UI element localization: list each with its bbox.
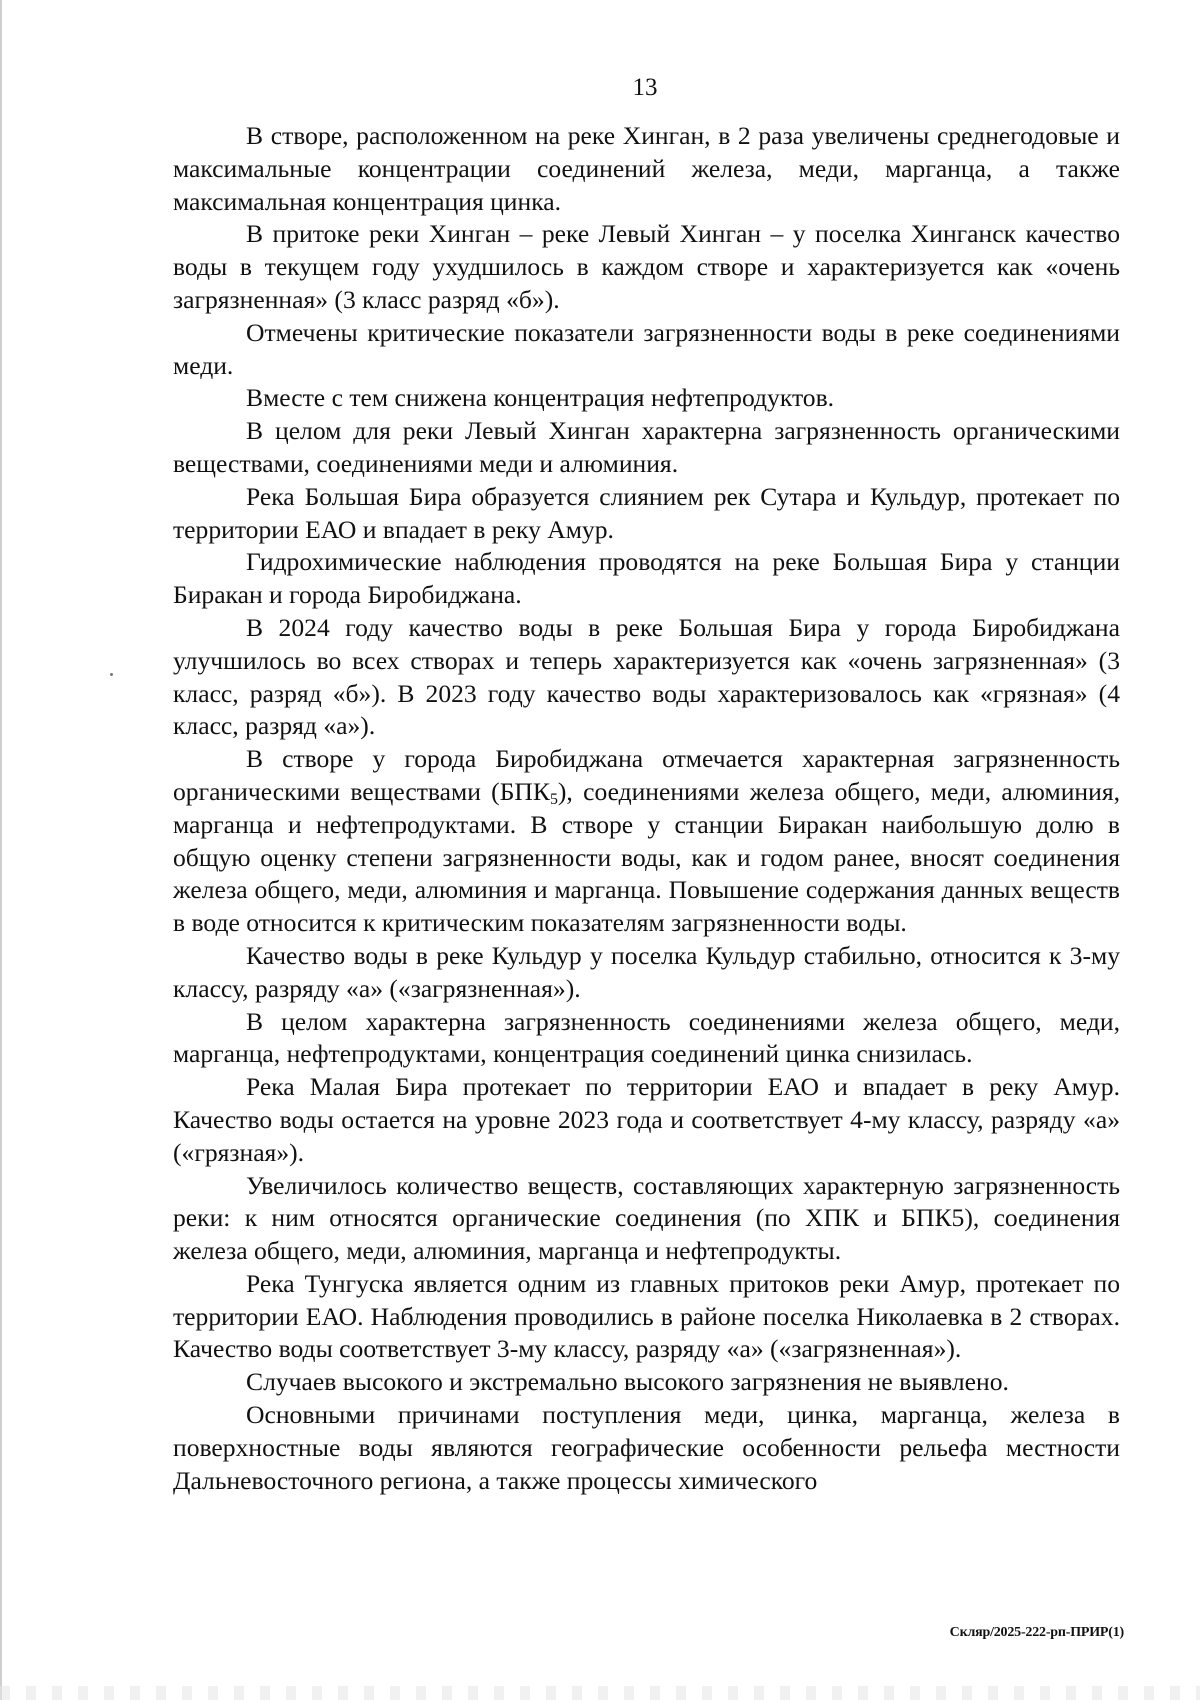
- scan-bottom-edge: [0, 1686, 1200, 1700]
- paragraph-text-before-subscript: В створе у города Биробиджана отмечается характерная загрязненность органическими веществами (БПК: [173, 744, 1120, 806]
- page-number: 13: [632, 74, 658, 101]
- subscript-5: 5: [549, 790, 558, 808]
- paragraph-with-subscript: [173, 743, 1120, 940]
- paragraph: Гидрохимические наблюдения проводятся на реке Большая Бира у станции Биракан и города Биробиджана.: [173, 547, 1120, 610]
- scan-left-border: [0, 0, 2, 1700]
- paragraph: В притоке реки Хинган – реке Левый Хинган – у поселка Хинганск качество воды в текущем году ухудшилось в каждом створе и характеризуется как «очень загрязненная» (3 класс разряд «б»).: [173, 219, 1120, 314]
- document-footer-code: Скляр/2025-222-рп-ПРИР(1): [949, 1625, 1124, 1640]
- paragraph: Увеличилось количество веществ, составляющих характерную загрязненность реки: к ним относятся органические соединения (по ХПК и БПК5), соединения железа общего, меди, алюминия, марганца и нефтепродукты.: [173, 1170, 1120, 1266]
- paragraph: В створе, расположенном на реке Хинган, в 2 раза увеличены среднегодовые и максимальные концентрации соединений железа, меди, марганца, а также максимальная концентрация цинка.: [173, 121, 1120, 216]
- paragraph: Река Малая Бира протекает по территории ЕАО и впадает в реку Амур. Качество воды остается на уровне 2023 года и соответствует 4-му классу, разряду «а» («грязная»).: [173, 1072, 1120, 1167]
- paragraph: Качество воды в реке Кульдур у поселка Кульдур стабильно, относится к 3-му классу, разряду «а» («загрязненная»).: [173, 940, 1120, 1003]
- document-body: [173, 120, 1120, 1497]
- paragraph: Основными причинами поступления меди, цинка, марганца, железа в поверхностные воды являются географические особенности рельефа местности Дальневосточного региона, а также процессы химического: [173, 1400, 1120, 1495]
- paragraph: В целом для реки Левый Хинган характерна загрязненность органическими веществами, соединениями меди и алюминия.: [173, 416, 1120, 478]
- paragraph: В целом характерна загрязненность соединениями железа общего, меди, марганца, нефтепродуктами, концентрация соединений цинка снизилась.: [173, 1006, 1120, 1069]
- scan-artifact-dot: [110, 673, 113, 676]
- paragraph: Река Тунгуска является одним из главных притоков реки Амур, протекает по территории ЕАО. Наблюдения проводились в районе поселка Николаевка в 2 створах. Качество воды соответствует 3-му классу, разряду «а» («загрязненная»).: [173, 1268, 1120, 1364]
- paragraph: Случаев высокого и экстремально высокого загрязнения не выявлено.: [246, 1367, 1009, 1397]
- paragraph: В 2024 году качество воды в реке Большая Бира у города Биробиджана улучшилось во всех створах и теперь характеризуется как «очень загрязненная» (3 класс, разряд «б»). В 2023 году качество воды характеризовалось как «грязная» (4 класс, разряд «а»).: [173, 612, 1120, 741]
- paragraph: Отмечены критические показатели загрязненности воды в реке соединениями меди.: [173, 317, 1120, 380]
- paragraph-text-after-subscript: ), соединениями железа общего, меди, алюминия, марганца и нефтепродуктами. В створе у станции Биракан наибольшую долю в общую оценку степени загрязненности воды, как и годом ранее, вносят соединения железа общего, меди, алюминия и марганца. Повышение содержания данных веществ в воде относится к критическим показателям загрязненности воды.: [173, 776, 1120, 938]
- paragraph: Вместе с тем снижена концентрация нефтепродуктов.: [246, 383, 835, 413]
- paragraph: Река Большая Бира образуется слиянием рек Сутара и Кульдур, протекает по территории ЕАО и впадает в реку Амур.: [173, 481, 1120, 544]
